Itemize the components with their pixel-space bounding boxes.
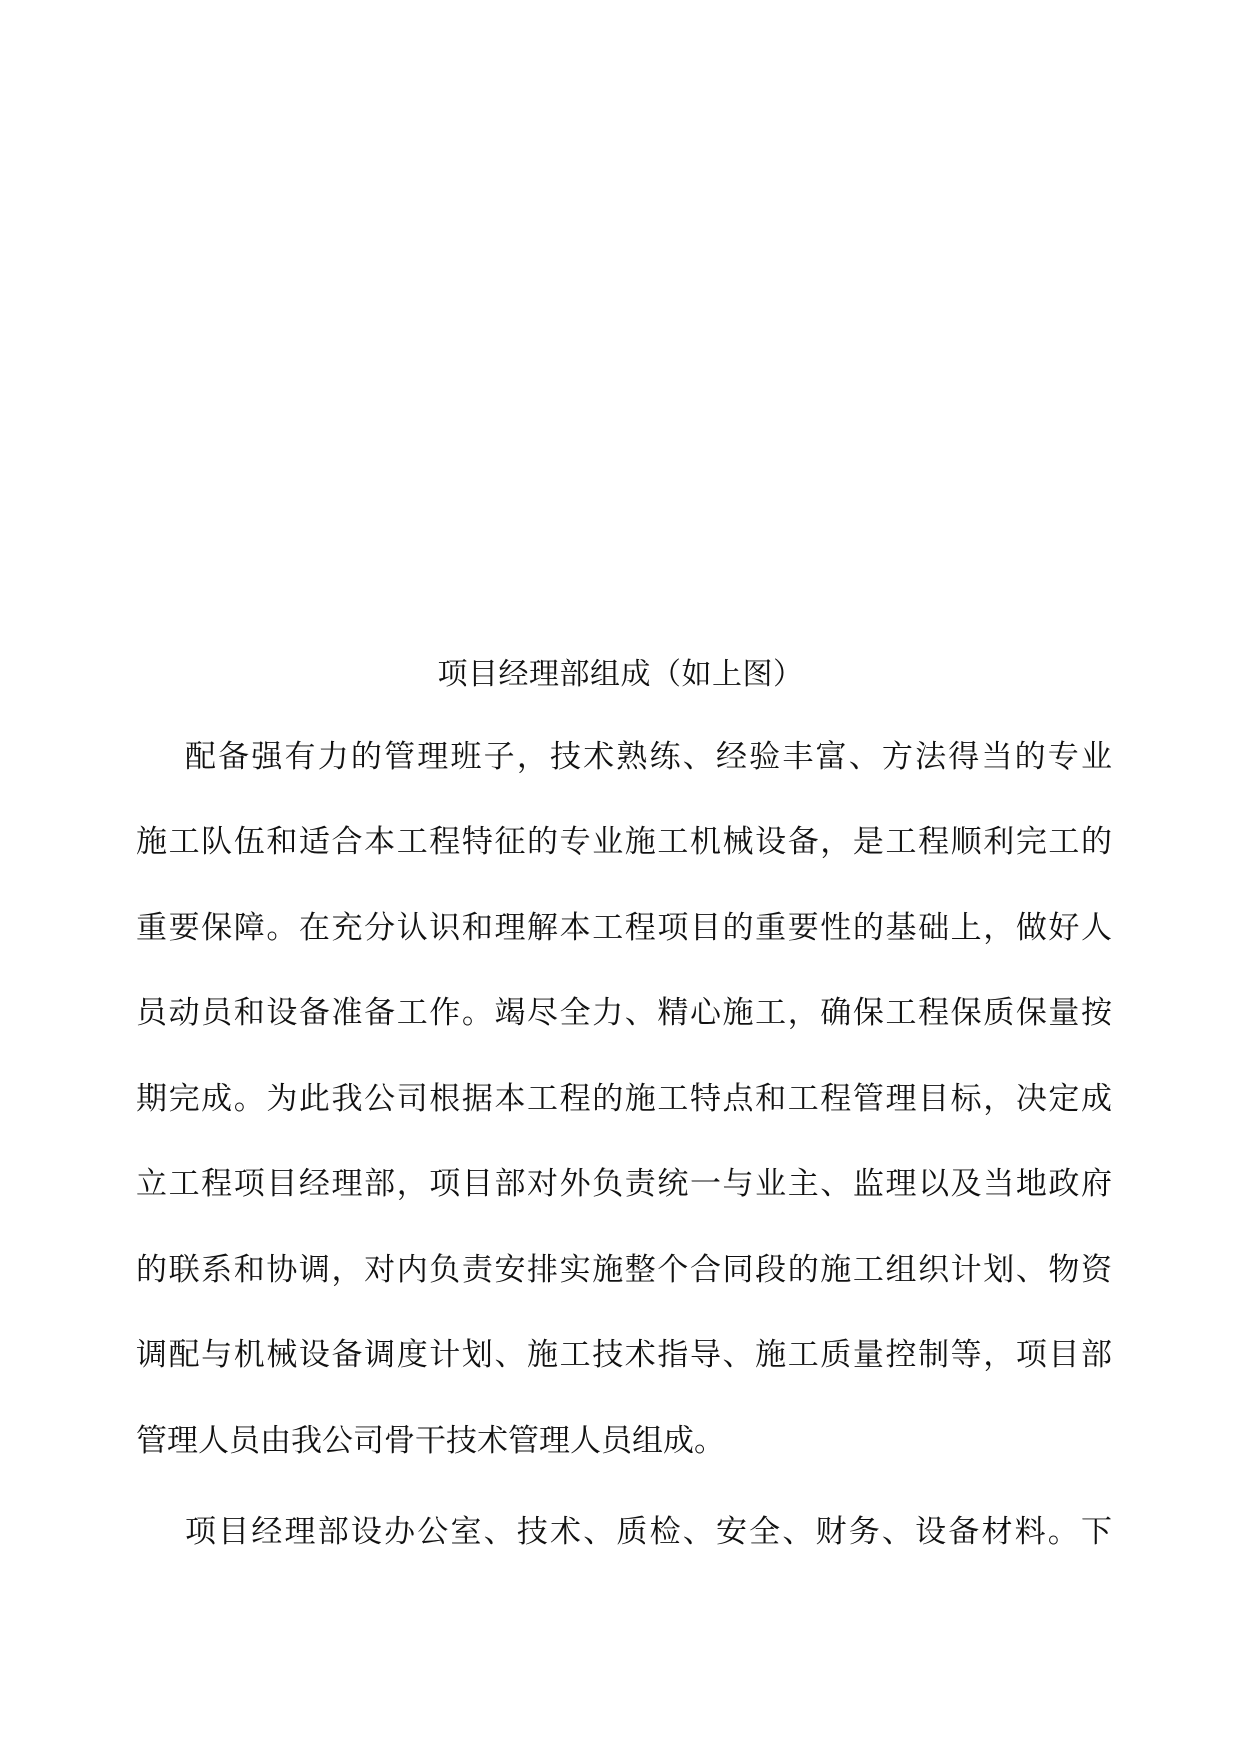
figure-caption: 项目经理部组成（如上图） [437,657,804,692]
paragraph-1-line-8: 调配与机械设备调度计划、施工技术指导、施工质量控制等，项目部 [136,1337,1112,1373]
paragraph-1-line-7: 的联系和协调，对内负责安排实施整个合同段的施工组织计划、物资 [136,1252,1112,1288]
paragraph-1-line-5: 期完成。为此我公司根据本工程的施工特点和工程管理目标，决定成 [136,1081,1112,1117]
paragraph-1-line-2: 施工队伍和适合本工程特征的专业施工机械设备，是工程顺利完工的 [136,824,1112,860]
paragraph-1-line-1: 配备强有力的管理班子，技术熟练、经验丰富、方法得当的专业 [185,739,1112,775]
paragraph-1-line-9: 管理人员由我公司骨干技术管理人员组成。 [136,1423,725,1459]
paragraph-2-line-1: 项目经理部设办公室、技术、质检、安全、财务、设备材料。下 [185,1514,1112,1550]
paragraph-1-line-3: 重要保障。在充分认识和理解本工程项目的重要性的基础上，做好人 [136,910,1112,946]
paragraph-1-line-4: 员动员和设备准备工作。竭尽全力、精心施工，确保工程保质保量按 [136,995,1112,1031]
paragraph-1-line-6: 立工程项目经理部，项目部对外负责统一与业主、监理以及当地政府 [136,1166,1112,1202]
